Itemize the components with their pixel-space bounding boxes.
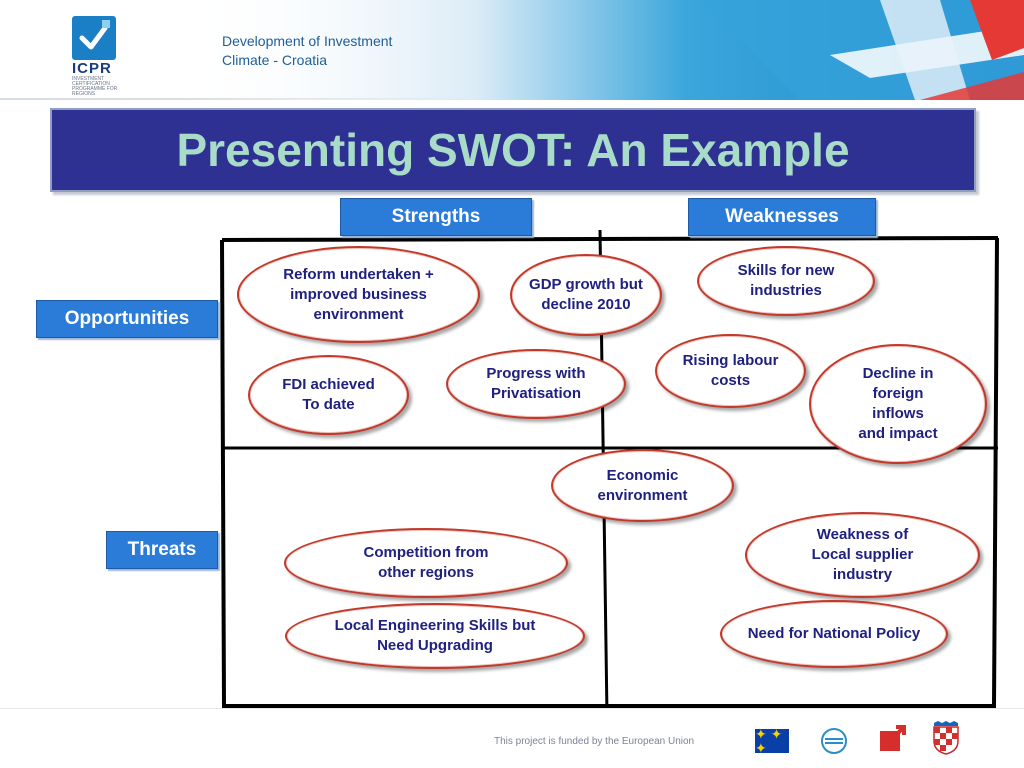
swot-item-text: Skills for new industries — [737, 262, 835, 299]
swot-item-text: Local Engineering Skills but Need Upgrading — [334, 617, 536, 654]
swot-item-text: FDI achieved To date — [282, 376, 375, 413]
swot-item — [551, 449, 734, 522]
swot-item — [284, 528, 568, 598]
footer — [0, 708, 1024, 768]
project-title-line1: Development of Investment — [222, 33, 393, 49]
grid-left-border — [222, 240, 224, 706]
logo-subtitle: INVESTMENT CERTIFICATION PROGRAMME FOR REGIONS — [72, 76, 118, 97]
swot-item-text: Economic environment — [597, 466, 688, 504]
swot-item-text: Need for National Policy — [747, 625, 921, 642]
threats-label: Threats — [106, 531, 218, 569]
swot-item — [446, 349, 626, 419]
swot-item — [745, 512, 980, 598]
swot-item-text: Competition from other regions — [363, 544, 489, 581]
project-title-line2: Climate - Croatia — [222, 52, 328, 68]
funding-text: This project is funded by the European Union — [494, 736, 695, 747]
swot-item — [655, 334, 806, 408]
swot-item-text: Weakness of Local supplier industry — [811, 526, 914, 583]
arrow-logo-icon — [878, 723, 908, 753]
swot-item-text: GDP growth but decline 2010 — [529, 276, 643, 313]
idi-logo-icon — [820, 727, 848, 755]
strengths-label: Strengths — [340, 198, 532, 236]
swot-item — [237, 246, 480, 343]
grid-right-border — [994, 238, 997, 706]
swot-item — [510, 254, 662, 336]
eu-flag-icon — [755, 726, 789, 756]
opportunities-label: Opportunities — [36, 300, 218, 338]
swot-item — [697, 246, 875, 316]
swot-item — [248, 355, 409, 435]
weaknesses-label: Weaknesses — [688, 198, 876, 236]
eu-stars: ✦ ✦ ✦ — [755, 726, 783, 756]
grid-top-border — [222, 238, 998, 240]
swot-item-text: Decline in foreign inflows and impact — [858, 365, 938, 442]
croatia-coat-of-arms-icon — [932, 721, 960, 755]
logo-label: ICPR — [72, 60, 112, 77]
slide-title: Presenting SWOT: An Example — [176, 124, 850, 176]
swot-item — [720, 600, 948, 668]
swot-item-text: Rising labour costs — [682, 352, 779, 389]
swot-item — [809, 344, 987, 464]
swot-item-text: Reform undertaken + improved business environment — [283, 265, 434, 323]
swot-item-text: Progress with Privatisation — [486, 365, 586, 402]
swot-item — [285, 603, 585, 669]
